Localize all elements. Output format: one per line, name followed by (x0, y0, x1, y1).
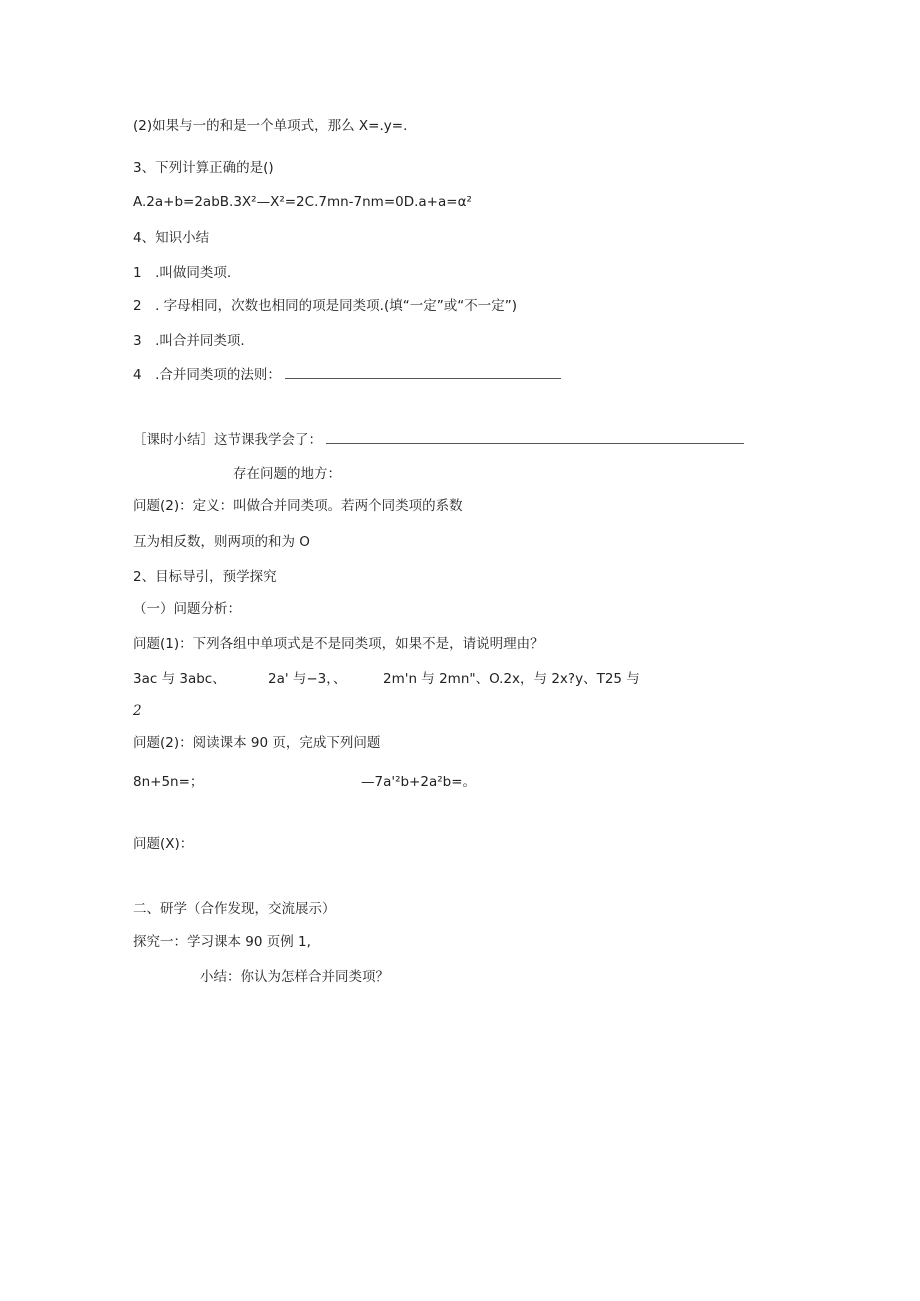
fill-in-question-2: (2)如果与一的和是一个单项式，那么 X=.y=. (133, 118, 408, 134)
answer-blank-line (285, 378, 561, 379)
summary-item-3: 3 .叫合并同类项. (133, 333, 245, 349)
term-pair-1: 3ac 与 3abc、 (133, 671, 226, 687)
research-heading: 二、研学（合作发现，交流展示） (133, 901, 336, 917)
exploration-1: 探究一：学习课本 90 页例 1, (133, 934, 311, 950)
exercise-1: 8n+5n=； (133, 774, 204, 790)
problems-remaining: 存在问题的地方： (233, 466, 341, 482)
summary-item-4-text: 4 .合并同类项的法则： (133, 367, 281, 383)
term-pair-2: 2a' 与−3，、 (268, 671, 347, 687)
problem-analysis-heading: （一）问题分析： (133, 601, 241, 617)
summary-question: 小结：你认为怎样合并同类项？ (200, 969, 389, 985)
question-3-title: 3、下列计算正确的是() (133, 160, 274, 176)
question-2-definition: 问题(2)：定义：叫做合并同类项。若两个同类项的系数 (133, 498, 463, 514)
answer-blank-line (326, 443, 744, 444)
lesson-summary-text: ［课时小结］这节课我学会了： (133, 432, 322, 448)
question-2-reading: 问题(2)：阅读课本 90 页，完成下列问题 (133, 735, 381, 751)
question-3-options: A.2a+b=2abB.3X²—X²=2C.7mn-7nm=0D.a+a=α² (133, 194, 472, 210)
knowledge-summary-heading: 4、知识小结 (133, 230, 210, 246)
question-2-exercises (133, 773, 476, 791)
term-pair-3: 2m'n 与 2mn"、O.2x，与 2x?y、T25 与 (383, 671, 640, 687)
section-2-heading: 2、目标导引，预学探究 (133, 569, 277, 585)
summary-item-2: 2 . 字母相同，次数也相同的项是同类项.(填“一定”或“不一定”) (133, 298, 517, 314)
question-1-prompt: 问题(1)：下列各组中单项式是不是同类项，如果不是，请说明理由？ (133, 636, 544, 652)
lesson-summary (133, 431, 744, 449)
summary-item-1: 1 .叫做同类项. (133, 265, 232, 281)
summary-item-4 (133, 366, 561, 384)
question-1-terms (133, 670, 640, 688)
exercise-2: —7a'²b+2a²b=。 (361, 774, 477, 790)
question-2-continuation: 互为相反数，则两项的和为 O (133, 534, 310, 550)
term-continuation: 2 (133, 703, 142, 719)
question-x: 问题(X)： (133, 836, 194, 852)
